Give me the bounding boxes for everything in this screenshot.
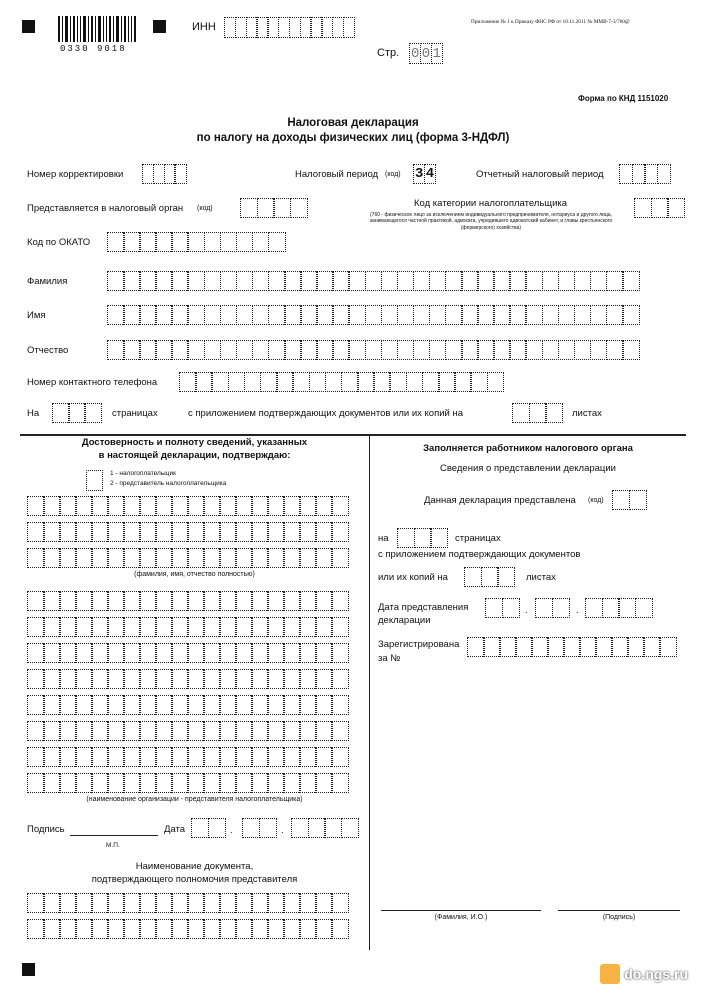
sheets-label: листах [572,408,602,419]
category-note: (760 - физическое лицо за исключением индивидуального предпринимателя, нотариуса и другого лица, занимающегося частной практикой, адвоката, учредившего адвокатский кабинет, и главы крестьянского (фермерского) хозяйства) [369,212,613,231]
corner-marker-top-right [153,20,166,33]
org-name-row-8[interactable] [27,773,347,793]
doc-title-line1: Наименование документа, [135,861,254,872]
doc-name-row-2[interactable] [27,919,347,939]
sign-date-day[interactable] [191,818,224,838]
inn-field[interactable] [224,17,354,38]
tax-authority-field[interactable] [240,198,306,218]
right-on-label: на [378,533,389,544]
period-code-hint: (код) [385,171,401,178]
form-code: Форма по КНД 1151020 [578,94,669,103]
page-label: Стр. [377,47,400,59]
date-separator: . [576,605,579,616]
tax-authority-code-hint: (код) [197,205,213,212]
org-name-row-2[interactable] [27,617,347,637]
stamp-label: М.П. [106,842,120,849]
date-label: Дата [164,824,186,835]
signature-line[interactable] [70,835,158,836]
report-period-field[interactable] [619,164,669,184]
fio-caption: (фамилия, имя, отчество полностью) [134,571,255,578]
period-label: Налоговый период [295,169,379,180]
corner-marker-bottom-left [22,963,35,976]
signer-fio-row-2[interactable] [27,522,347,542]
pages-count-field[interactable] [52,403,100,423]
phone-label: Номер контактного телефона [27,377,158,388]
surname-field[interactable] [107,271,638,291]
submitted-label: Данная декларация представлена [424,495,576,506]
inn-label: ИНН [192,21,216,33]
okato-label: Код по ОКАТО [27,237,91,248]
org-name-row-1[interactable] [27,591,347,611]
right-heading: Заполняется работником налогового органа [423,443,633,454]
org-name-row-6[interactable] [27,721,347,741]
pages-label: страницах [112,408,158,419]
org-name-row-5[interactable] [27,695,347,715]
name-label: Имя [27,310,46,321]
registered-label-1: Зарегистрирована [378,639,460,650]
tax-authority-label: Представляется в налоговый орган [27,203,184,214]
signer-option-2: 2 - представитель налогоплательщика [110,480,227,487]
right-subheading: Сведения о представлении декларации [440,463,616,474]
correction-label: Номер корректировки [27,169,124,180]
patronymic-label: Отчество [27,345,69,356]
date-separator: . [525,605,528,616]
attachment-label: с приложением подтверждающих документов или их копий на [188,408,464,419]
submit-date-month[interactable] [535,598,568,618]
sign-date-year[interactable] [291,818,357,838]
section-divider [20,434,686,436]
org-name-row-4[interactable] [27,669,347,689]
attachment-sheets-field[interactable] [512,403,562,423]
right-attachment-label: с приложением подтверждающих документов [378,549,581,560]
corner-marker-top-left [22,20,35,33]
signer-option-1: 1 - налогоплательщик [110,470,177,477]
barcode-number: 0330 9018 [60,44,127,54]
page-subtitle: по налогу на доходы физических лиц (форма 3-НДФЛ) [196,132,510,144]
submit-date-label-2: декларации [378,615,431,626]
left-heading-line2: в настоящей декларации, подтверждаю: [98,450,291,461]
barcode-icon [58,16,138,42]
org-caption: (наименование организации - представителя налогоплательщика) [86,796,303,803]
right-pages-label: страницах [455,533,501,544]
submitted-code-hint: (код) [588,497,604,504]
officer-name-caption: (Фамилия, И.О.) [434,914,488,921]
signer-fio-row-1[interactable] [27,496,347,516]
page-number-field[interactable]: 0 0 1 [409,43,441,64]
column-divider [369,434,370,950]
correction-number-field[interactable] [142,164,185,184]
submitted-code-field[interactable] [612,490,645,510]
right-pages-field[interactable] [397,528,447,548]
site-logo-icon [600,964,620,984]
submit-date-year[interactable] [585,598,651,618]
registered-label-2: за № [378,653,401,664]
right-copies-label: или их копий на [378,572,448,583]
signer-fio-row-3[interactable] [27,548,347,568]
phone-field[interactable] [179,372,503,392]
watermark-text: do.ngs.ru [624,966,688,982]
registration-number-field[interactable] [467,637,675,657]
signer-type-field[interactable] [86,470,102,491]
right-copies-field[interactable] [464,567,514,587]
okato-field[interactable] [107,232,284,252]
org-name-row-3[interactable] [27,643,347,663]
date-separator: . [281,825,284,836]
submit-date-day[interactable] [485,598,518,618]
doc-title-line2: подтверждающего полномочия представителя [91,874,298,885]
doc-name-row-1[interactable] [27,893,347,913]
signature-label: Подпись [27,824,65,835]
patronymic-field[interactable] [107,340,638,360]
category-label: Код категории налогоплательщика [414,198,568,209]
org-name-row-7[interactable] [27,747,347,767]
pages-on-label: На [27,408,40,419]
watermark [600,964,688,984]
page-title: Налоговая декларация [287,117,419,129]
right-sheets-label: листах [526,572,556,583]
submit-date-label-1: Дата представления [378,602,469,613]
name-field[interactable] [107,305,638,325]
report-period-label: Отчетный налоговый период [476,169,604,180]
category-field[interactable] [634,198,684,218]
appendix-note: Приложение № 1 к Приказу ФНС РФ от 10.11.2011 № ММВ-7-3/760@ [471,19,630,25]
surname-label: Фамилия [27,276,68,287]
officer-name-line[interactable] [381,910,541,911]
sign-date-month[interactable] [242,818,275,838]
officer-signature-caption: (Подпись) [602,914,636,921]
tax-period-field[interactable]: 3 4 [414,166,435,182]
date-separator: . [230,825,233,836]
officer-signature-line[interactable] [558,910,680,911]
left-heading-line1: Достоверность и полноту сведений, указанных [81,437,308,448]
